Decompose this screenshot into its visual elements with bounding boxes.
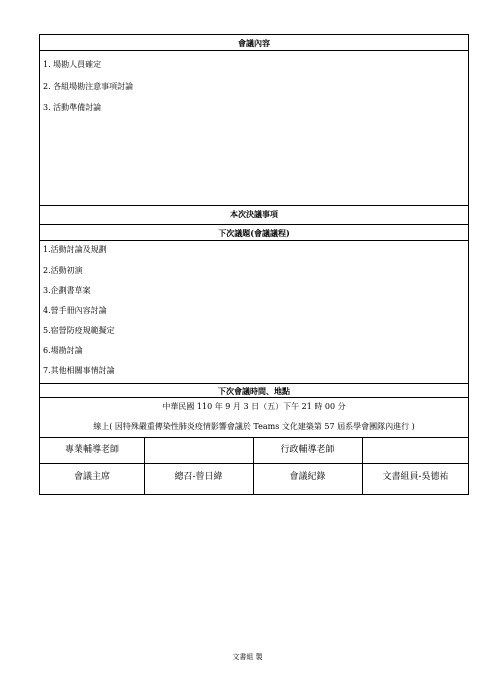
topic-item: 6.場勘討論 <box>43 346 83 355</box>
next-meeting-place: 線上( 因特殊嚴重傳染性肺炎疫情影響會議於 Teams 文化建築第 57 屆系學會團隊內進行 ) <box>93 422 415 431</box>
divider <box>40 437 468 438</box>
agenda-item: 1. 場勘人員確定 <box>43 60 102 69</box>
column-divider <box>362 437 363 494</box>
divider <box>40 240 468 241</box>
topic-item: 7.其他相關事情討論 <box>43 366 115 375</box>
signature-label: 會議紀錄 <box>289 472 326 482</box>
signature-value: 總召-曾日緯 <box>174 472 223 482</box>
agenda-item: 3. 活動準備討論 <box>43 103 102 112</box>
topic-item: 3.企劃書草案 <box>43 286 91 295</box>
signature-value: 文書組員-吳德祐 <box>382 472 449 482</box>
topic-item: 2.活動初演 <box>43 266 83 275</box>
meeting-record-table <box>39 34 469 495</box>
next-meeting-title: 下次會議時間、地點 <box>218 386 290 396</box>
page-footer: 文書組 製 <box>232 653 263 661</box>
next-meeting-time: 中華民國 110 年 9 月 3 日（五）下午 21 時 00 分 <box>162 402 346 411</box>
topic-item: 1.活動討論及規劃 <box>43 245 107 254</box>
next-topics-title: 下次議題(會議議程) <box>218 228 290 238</box>
signature-label: 專業輔導老師 <box>64 445 119 455</box>
decisions-title: 本次決議事項 <box>230 209 278 219</box>
signature-label: 會議主席 <box>73 472 110 482</box>
divider <box>40 224 468 225</box>
divider <box>40 463 468 464</box>
agenda-item: 2. 各組場勘注意事項討論 <box>43 82 134 91</box>
divider <box>40 205 468 206</box>
divider <box>40 397 468 398</box>
topic-item: 4.營手冊內容討論 <box>43 306 107 315</box>
divider <box>40 383 468 384</box>
signature-label: 行政輔導老師 <box>280 445 335 455</box>
topic-item: 5.宿營防疫規範擬定 <box>43 326 115 335</box>
agenda-title: 會議內容 <box>238 38 270 48</box>
divider <box>40 50 468 51</box>
column-divider <box>144 437 145 494</box>
